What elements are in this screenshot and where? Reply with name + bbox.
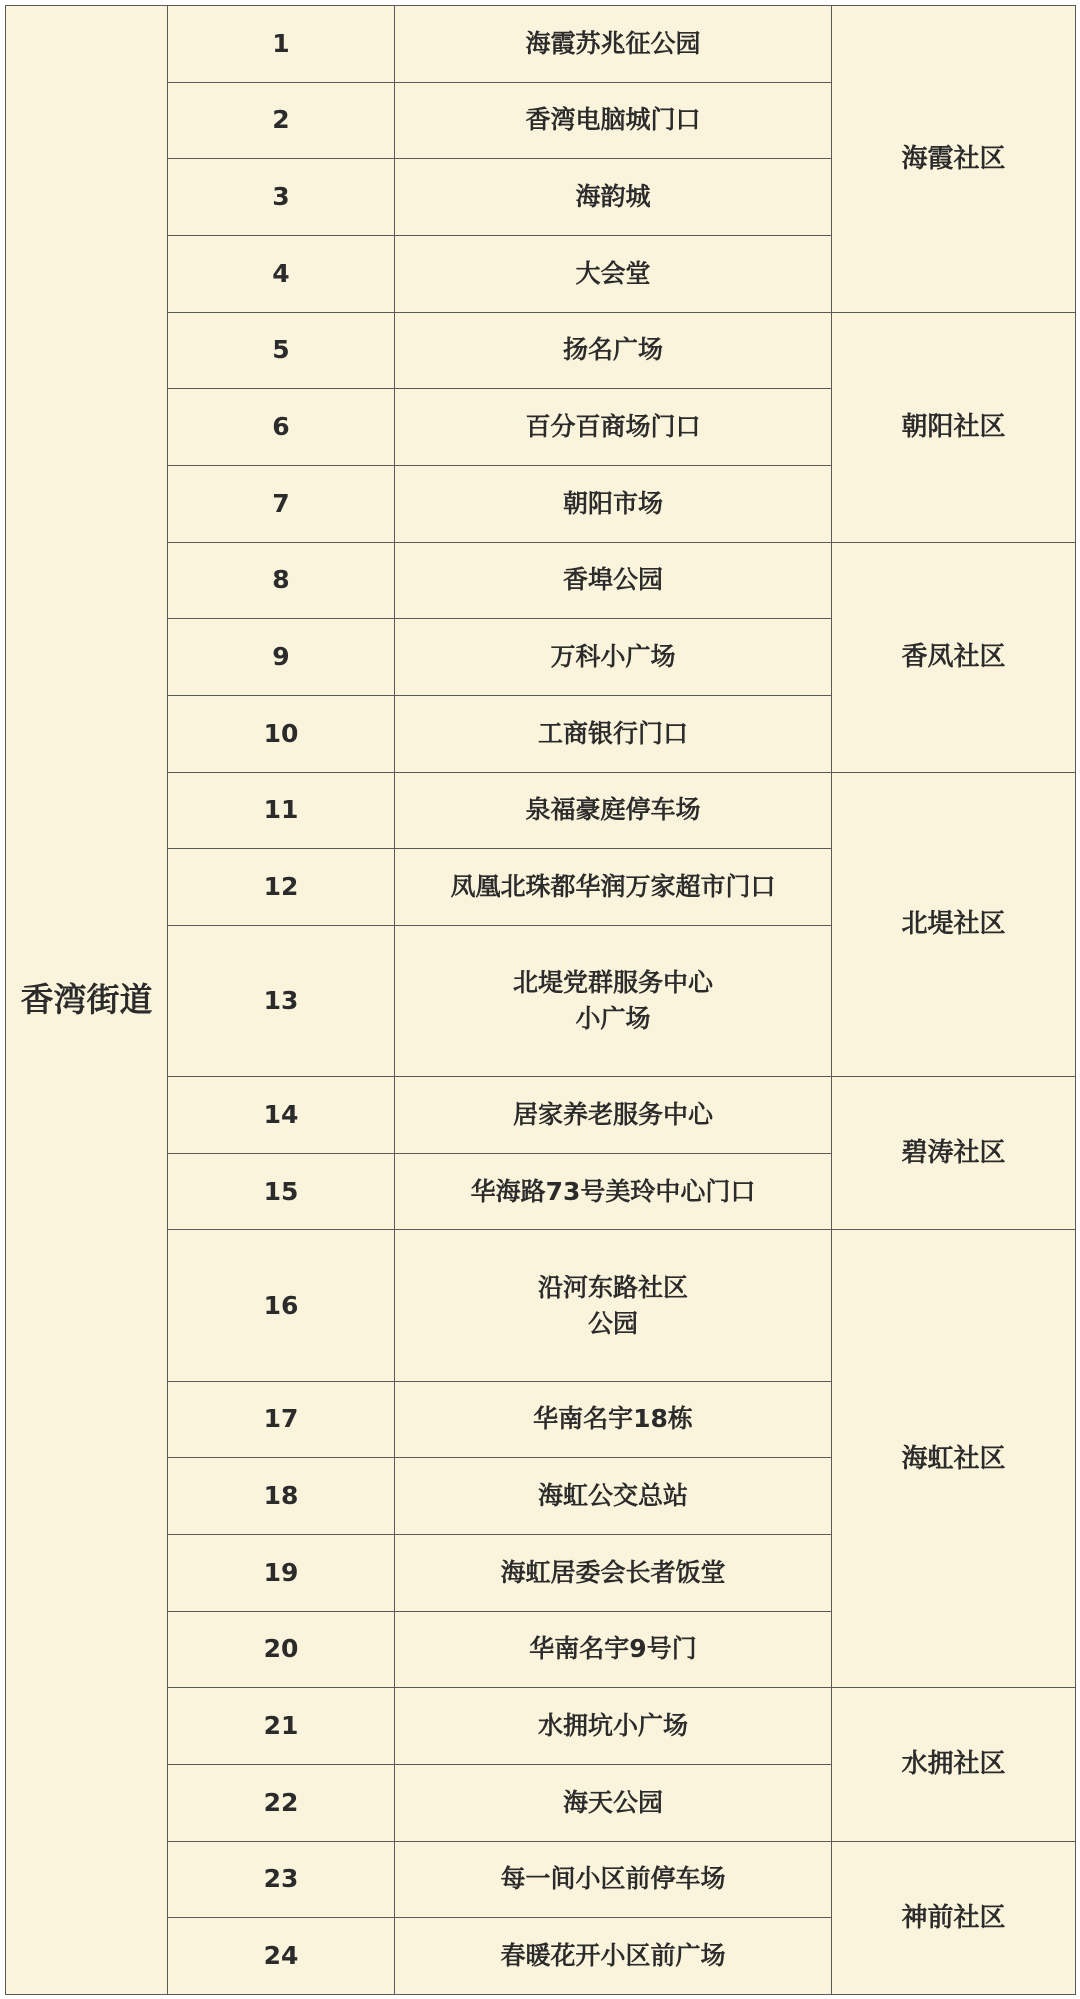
community-cell: 碧涛社区 (832, 1077, 1076, 1230)
site-number-cell: 12 (168, 849, 395, 926)
site-number-cell: 5 (168, 312, 395, 389)
site-table (5, 5, 1076, 1995)
site-name-cell: 春暖花开小区前广场 (395, 1918, 832, 1995)
site-name-cell: 香埠公园 (395, 542, 832, 619)
site-number-cell: 18 (168, 1458, 395, 1535)
site-name-cell: 沿河东路社区 公园 (395, 1230, 832, 1381)
site-name-cell: 北堤党群服务中心 小广场 (395, 925, 832, 1076)
site-name-cell: 百分百商场门口 (395, 389, 832, 466)
site-name-cell: 海虹公交总站 (395, 1458, 832, 1535)
site-number-cell: 1 (168, 6, 395, 83)
site-number-cell: 22 (168, 1764, 395, 1841)
site-number-cell: 9 (168, 619, 395, 696)
site-name-cell: 水拥坑小广场 (395, 1688, 832, 1765)
site-number-cell: 13 (168, 925, 395, 1076)
table-row (6, 6, 1076, 83)
site-number-cell: 8 (168, 542, 395, 619)
site-number-cell: 7 (168, 465, 395, 542)
site-number-cell: 16 (168, 1230, 395, 1381)
site-name-cell: 海天公园 (395, 1764, 832, 1841)
site-name-cell: 华海路73号美玲中心门口 (395, 1153, 832, 1230)
site-number-cell: 11 (168, 772, 395, 849)
community-cell: 海霞社区 (832, 6, 1076, 313)
site-name-cell: 香湾电脑城门口 (395, 82, 832, 159)
site-number-cell: 4 (168, 235, 395, 312)
site-number-cell: 17 (168, 1381, 395, 1458)
site-number-cell: 2 (168, 82, 395, 159)
site-number-cell: 15 (168, 1153, 395, 1230)
site-name-cell: 泉福豪庭停车场 (395, 772, 832, 849)
site-number-cell: 19 (168, 1534, 395, 1611)
site-name-cell: 每一间小区前停车场 (395, 1841, 832, 1918)
site-name-cell: 海虹居委会长者饭堂 (395, 1534, 832, 1611)
community-cell: 香凤社区 (832, 542, 1076, 772)
site-number-cell: 21 (168, 1688, 395, 1765)
site-number-cell: 14 (168, 1077, 395, 1154)
site-table-body (6, 6, 1076, 1995)
site-number-cell: 24 (168, 1918, 395, 1995)
site-name-cell: 海霞苏兆征公园 (395, 6, 832, 83)
site-table-container (5, 5, 1075, 1995)
district-cell: 香湾街道 (6, 6, 168, 1995)
community-cell: 朝阳社区 (832, 312, 1076, 542)
site-name-cell: 华南名宇18栋 (395, 1381, 832, 1458)
site-number-cell: 10 (168, 695, 395, 772)
site-number-cell: 3 (168, 159, 395, 236)
site-number-cell: 6 (168, 389, 395, 466)
site-name-cell: 朝阳市场 (395, 465, 832, 542)
site-name-cell: 工商银行门口 (395, 695, 832, 772)
site-number-cell: 20 (168, 1611, 395, 1688)
community-cell: 水拥社区 (832, 1688, 1076, 1841)
site-name-cell: 扬名广场 (395, 312, 832, 389)
site-name-cell: 华南名宇9号门 (395, 1611, 832, 1688)
site-name-cell: 居家养老服务中心 (395, 1077, 832, 1154)
site-name-cell: 万科小广场 (395, 619, 832, 696)
community-cell: 海虹社区 (832, 1230, 1076, 1688)
site-name-cell: 大会堂 (395, 235, 832, 312)
community-cell: 神前社区 (832, 1841, 1076, 1994)
site-number-cell: 23 (168, 1841, 395, 1918)
site-name-cell: 海韵城 (395, 159, 832, 236)
site-name-cell: 凤凰北珠都华润万家超市门口 (395, 849, 832, 926)
community-cell: 北堤社区 (832, 772, 1076, 1077)
